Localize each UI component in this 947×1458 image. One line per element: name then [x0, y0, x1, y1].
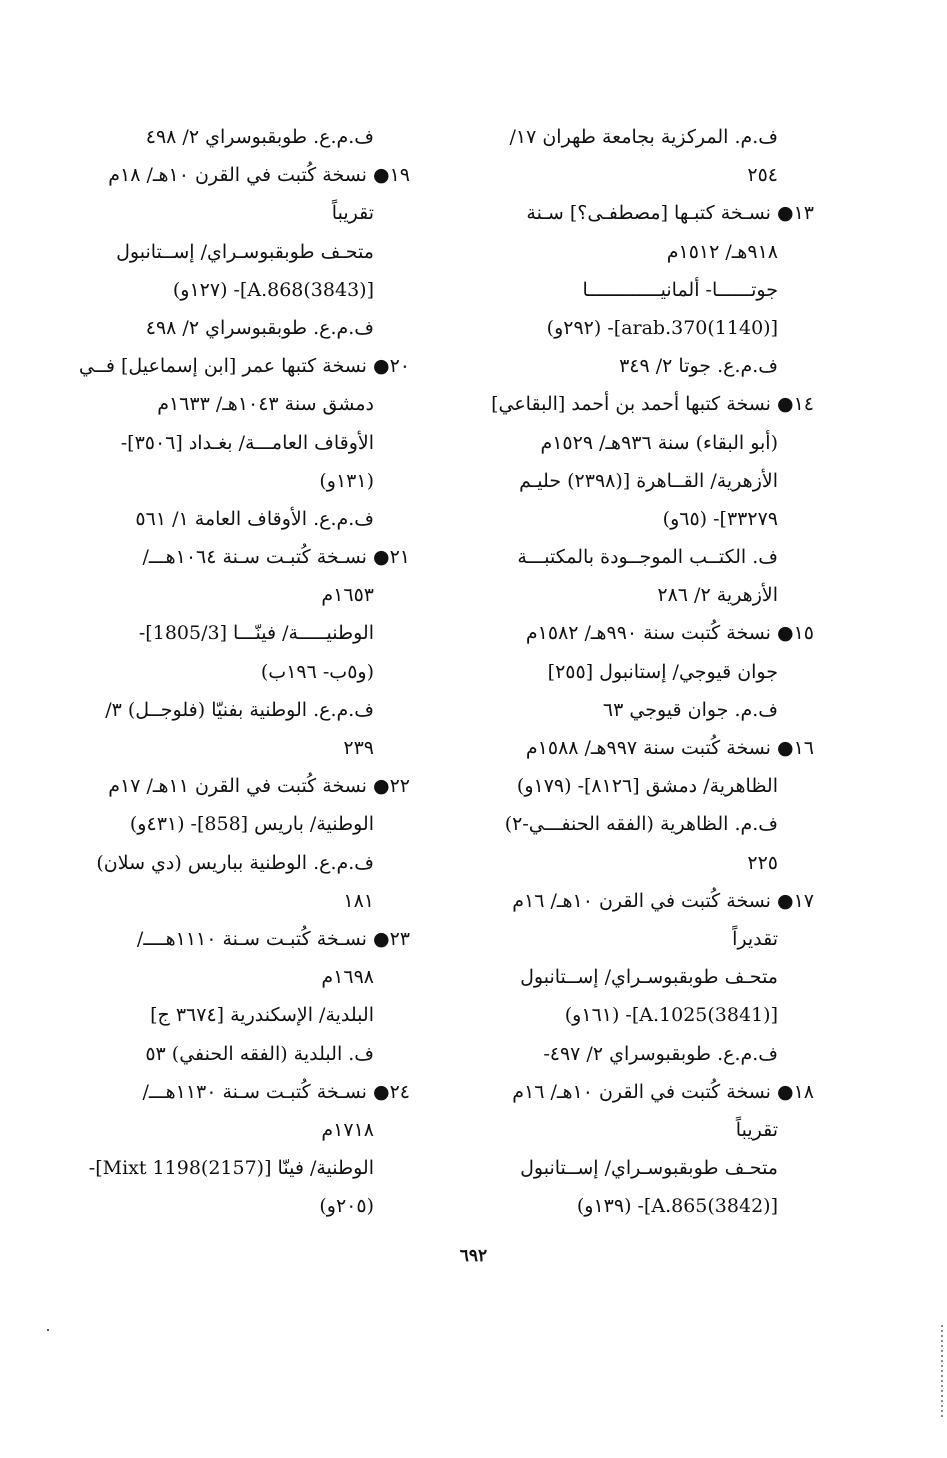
right-column-line: متحـف طوبقبوسـراي/ إســتانبول: [520, 1157, 778, 1180]
right-column-line: متحـف طوبقبوسـراي/ إســتانبول: [520, 966, 778, 989]
left-column-line: الوطنية/ باريس [858]- (٤٣١و): [129, 813, 374, 836]
right-column-line: ١٦● نسخة كُتبت سنة ٩٩٧هـ/ ١٥٨٨م: [525, 737, 814, 759]
right-column-line: تقديراً: [732, 927, 778, 950]
left-column-line: ٢١● نسـخة كُتبـت سـنة ١٠٦٤هـــ/: [142, 546, 410, 569]
left-column-line: ٢٢● نسخة كُتبت في القرن ١١هـ/ ١٧م: [108, 775, 410, 798]
right-column-line: تقريباً: [735, 1118, 778, 1141]
right-column-line: ف.م. المركزية بجامعة طهران ١٧/: [509, 126, 778, 148]
right-column-line: [arab.370(1140)]- (٢٩٢و): [546, 316, 778, 339]
right-column-line: ٩١٨هـ/ ١٥١٢م: [666, 240, 778, 263]
right-column-line: ف.م.ع. جوتا ٢/ ٣٤٩: [619, 355, 778, 378]
left-column-line: ١٧١٨م: [321, 1118, 374, 1141]
left-column-line: ٢٣٩: [343, 737, 374, 759]
left-column-line: ف. البلدية (الفقه الحنفي) ٥٣: [145, 1042, 374, 1065]
left-column-line: ف.م.ع. طوبقبوسراي ٢/ ٤٩٨: [145, 316, 374, 339]
left-column-line: [A.868(3843)]- (١٢٧و): [172, 278, 374, 301]
right-column-line: ١٧● نسخة كُتبت في القرن ١٠هـ/ ١٦م: [512, 889, 814, 912]
right-column-line: الأزهرية ٢/ ٢٨٦: [657, 584, 778, 607]
right-column-line: ٣٣٢٧٩]- (٦٥و): [662, 507, 778, 530]
right-column-line: ١٣● نسـخة كتبـها [مصطفـى؟] سـنة: [526, 202, 814, 225]
left-column-line: تقريباً: [331, 202, 374, 225]
left-column-line: الوطنيـــــة/ فينّـــا [1805/3]-: [138, 622, 374, 645]
left-column-line: ٢٤● نسـخة كُتبـت سـنة ١١٣٠هـــ/: [142, 1080, 410, 1103]
scan-speck: [47, 1329, 49, 1331]
left-column-line: ف.م.ع. الوطنية بفنيّا (فلوجــل) ٣/: [105, 698, 374, 721]
right-column-line: جوتــــــا- ألمانيـــــــــــــا: [582, 278, 778, 301]
left-column-line: ف.م.ع. الوطنية بباريس (دي سلان): [96, 851, 374, 874]
left-column-line: ف.م.ع. طوبقبوسراي ٢/ ٤٩٨: [145, 126, 374, 148]
page-number: ٦٩٢: [459, 1246, 488, 1266]
left-column: [78, 118, 410, 1225]
left-column-line: الوطنية/ فينّا [Mixt 1198(2157)]-: [88, 1157, 374, 1180]
right-column-line: ف.م. الظاهرية (الفقه الحنفـــي-٢): [504, 813, 778, 836]
right-column-line: ٢٢٥: [747, 851, 778, 874]
right-column-line: [A.865(3842)]- (١٣٩و): [576, 1195, 778, 1218]
left-column-line: (٢٠٥و): [319, 1195, 374, 1218]
right-column-line: ١٥● نسخة كُتبت سنة ٩٩٠هـ/ ١٥٨٢م: [525, 622, 814, 645]
right-column-line: ف.م.ع. طوبقبوسراي ٢/ ٤٩٧-: [543, 1042, 778, 1065]
left-column-line: متحـف طوبقبوسـراي/ إســتانبول: [116, 240, 374, 263]
right-column-line: جوان قيوجي/ إستانبول [٢٥٥]: [547, 660, 778, 683]
right-column: [469, 118, 814, 1225]
left-column-line: ١٦٩٨م: [321, 966, 374, 989]
left-column-line: ٢٠● نسخة كتبها عمر [ابن إسماعيل] فــي: [78, 355, 410, 378]
right-column-line: ١٨● نسخة كُتبت في القرن ١٠هـ/ ١٦م: [512, 1080, 814, 1103]
right-column-line: (أبو البقاء) سنة ٩٣٦هـ/ ١٥٢٩م: [540, 431, 778, 454]
left-column-line: ١٦٥٣م: [321, 584, 374, 607]
left-column-line: البلدية/ الإسكندرية [٣٦٧٤ ج]: [150, 1004, 374, 1027]
left-column-line: ف.م.ع. الأوقاف العامة ١/ ٥٦١: [135, 507, 374, 530]
left-column-line: (و٥ب- ١٩٦ب): [260, 660, 374, 683]
right-column-line: ف. الكتــب الموجــودة بالمكتبـــة: [517, 546, 778, 569]
right-column-line: ٢٥٤: [747, 164, 778, 187]
right-column-line: ف.م. جوان قيوجي ٦٣: [602, 698, 778, 721]
left-column-line: ١٩● نسخة كُتبت في القرن ١٠هـ/ ١٨م: [108, 164, 410, 187]
left-column-line: ١٨١: [343, 889, 374, 912]
right-column-line: الأزهرية/ القــاهرة [(٢٣٩٨) حليـم: [519, 469, 778, 492]
right-column-line: الظاهرية/ دمشق [٨١٢٦]- (١٧٩و): [516, 775, 778, 798]
left-column-line: ٢٣● نسـخة كُتبـت سـنة ١١١٠هــــ/: [136, 927, 410, 950]
left-column-line: (١٣١و): [319, 469, 374, 492]
scan-edge-marks: [941, 1325, 943, 1417]
left-column-line: الأوقاف العامـــة/ بغـداد [٣٥٠٦]-: [120, 431, 374, 454]
right-column-line: [A.1025(3841)]- (١٦١و): [564, 1004, 778, 1027]
right-column-line: ١٤● نسخة كتبها أحمد بن أحمد [البقاعي]: [491, 393, 814, 416]
left-column-line: دمشق سنة ١٠٤٣هـ/ ١٦٣٣م: [157, 393, 374, 416]
